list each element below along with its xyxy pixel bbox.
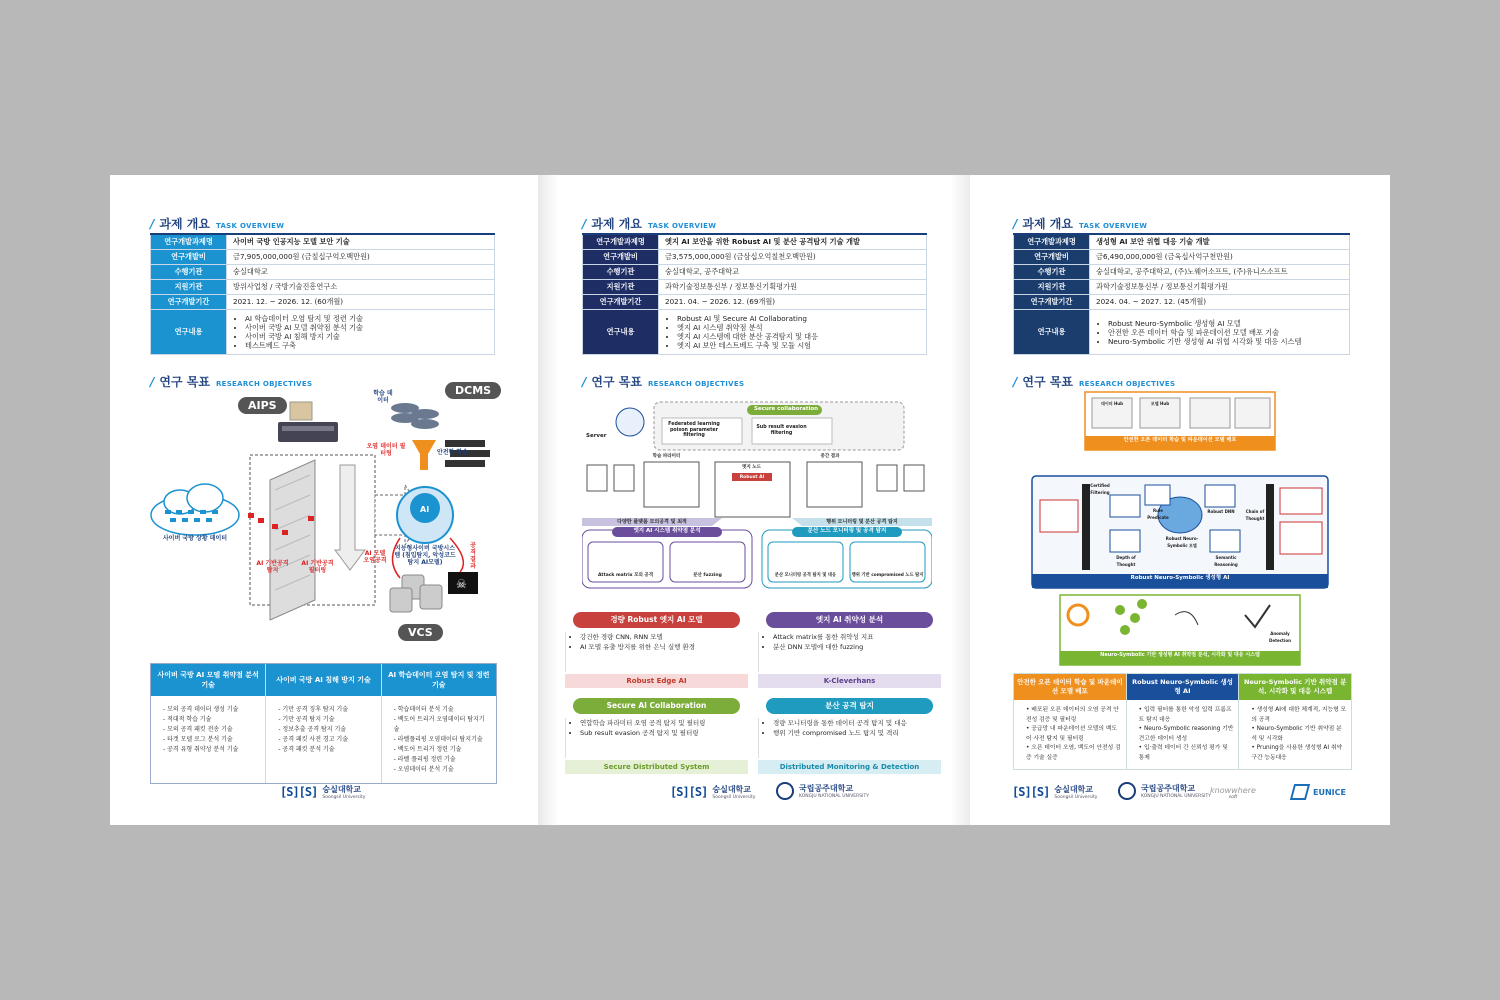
neuro-diagram-graphic bbox=[1030, 390, 1330, 670]
mid-result-caption: 중간 결과 bbox=[820, 454, 840, 459]
overview-table: 연구개발과제명 사이버 국방 인공지능 모델 보안 기술 연구개발비 금7,905,000,000원 (금칠십구억오백만원) 수행기관 숭실대학교 지원기관 방위사업청 / 국방기술진흥연구소 연구개발기간 2021. 12. ~ 2026. 12. (60개월) 연구내용 • AI 학습데이터 오염 탐지 및 정련 기술 • 사이버 국방 AI 모델 취약점 분석 기술 • 사이버 국방 AI 침해 방지 기술 • 테스트베드 구축 bbox=[150, 233, 495, 355]
page-right bbox=[970, 175, 1390, 825]
sub-filter-caption: Sub result evasion filtering bbox=[756, 425, 807, 436]
objective-col-3: Neuro-Symbolic 기반 취약점 분석, 시각화 및 대응 시스템 • 생성형 AI에 대한 체계적, 지능형 모의 공격 • Neuro-Symbolic 기반 취약점 분석 및 시각화 • Pruning을 사용한 생성형 AI 취약구간 능동대응 bbox=[1238, 673, 1352, 770]
bot-caption: Neuro-Symbolic 기반 생성형 AI 취약점 분석, 시각화 및 대응 시스템 bbox=[1100, 652, 1260, 658]
overview-heading: / 과제 개요 TASK OVERVIEW bbox=[1013, 217, 1148, 231]
objective-columns bbox=[150, 663, 497, 784]
overview-table: 연구개발과제명 엣지 AI 보안을 위한 Robust AI 및 분산 공격탐지 기술 개발 연구개발비 금3,575,000,000원 (금삼십오억칠천오백만원) 수행기관 숭실대학교, 공주대학교 지원기관 과학기술정보통신부 / 정보통신기획평가원 연구개발기간 2021. 04. ~ 2026. 12. (69개월) 연구내용 • Robust AI 및 Secure AI Collaborating • 엣지 AI 시스템 취약점 분석 • 엣지 AI 시스템에 대한 분산 공격탐지 및 대응 • 엣지 AI 보안 테스트베드 구축 및 모듈 시험 bbox=[582, 233, 927, 355]
aips-label: AIPS bbox=[238, 397, 287, 414]
card-dist-detect: 분산 공격 탐지 • 경량 모니터링을 통한 데이터 공격 탐지 및 대응 • 행위 기반 compromised 노드 탐지 및 격리 Distributed Monitoring & Detection bbox=[758, 698, 941, 774]
model-hub-caption: 모델 Hub bbox=[1150, 401, 1170, 406]
neuro-diagram bbox=[1030, 390, 1330, 670]
objective-columns bbox=[1013, 673, 1351, 770]
logo-knu: 국립공주대학교 KONGJU NATIONAL UNIVERSITY bbox=[776, 782, 869, 800]
diagram-graphic bbox=[150, 400, 500, 645]
depth-caption: Depth of Thought bbox=[1116, 555, 1136, 567]
logo-ssu: [S][S] 숭실대학교 Soongsil University bbox=[1012, 785, 1098, 800]
comp-caption: 행위 기반 compromised 노드 탐지 bbox=[851, 573, 924, 578]
vcs-label: VCS bbox=[398, 624, 443, 641]
objective-col-1: 안전한 오픈 데이터 학습 및 파운데이션 모델 배포 • 배포된 오픈 데이터의 오염 공격 안전성 검증 및 필터링 • 공급망 내 파운데이션 모델의 백도어 사전 탐지 및 필터링 • 오픈 데이터 오염, 백도어 안전성 검증 기술 실증 bbox=[1013, 673, 1127, 770]
logo-knowwhere: knowwhere soft bbox=[1210, 786, 1256, 800]
semantic-caption: Semantic Reasoning bbox=[1214, 555, 1238, 567]
cloud-caption: 사이버 국방 상황 데이터 bbox=[162, 535, 228, 542]
logo-eunice: EUNICE bbox=[1292, 784, 1346, 800]
robust-dnn-caption: Robust DNN bbox=[1207, 509, 1235, 514]
learn-param-caption: 학습 파라미터 bbox=[652, 454, 681, 459]
bar2-caption: 행위 모니터링 및 분산 공격 탐지 bbox=[826, 519, 898, 525]
robust-ai-caption: Robust AI bbox=[739, 475, 765, 480]
dist-mon-caption: 분산 모니터링 공격 탐지 및 대응 bbox=[774, 573, 837, 578]
objective-col-3: AI 학습데이터 오염 탐지 및 정련 기술 - 학습데이터 분석 기술 - 백도어 트리거 오염데이터 탐지기술 - 라벨플리핑 오염데이터 탐지기술 - 백도어 트리거 정련 기술 - 라벨 플리핑 정련 기술 - 오염데이터 분석 기술 bbox=[382, 664, 496, 783]
ssu-logo-icon: [S][S] bbox=[280, 785, 318, 799]
mid-caption: Robust Neuro-Symbolic 생성형 AI bbox=[1130, 575, 1230, 581]
safe-learn-caption: 안전한 학습 bbox=[436, 449, 469, 456]
cert-caption: Certified Filtering bbox=[1090, 483, 1110, 495]
card-k-cleverhans: 엣지 AI 취약성 분석 • Attack matrix를 통한 취약성 지표 • 분산 DNN 모델에 대한 fuzzing K-Cleverhans bbox=[758, 612, 941, 688]
attack-matrix-caption: Attack matrix 모의 공격 bbox=[597, 573, 654, 578]
objectives-heading: / 연구 목표 RESEARCH OBJECTIVES bbox=[1013, 375, 1176, 389]
fl-filter-caption: Federated learning poison parameter filtering bbox=[668, 422, 720, 438]
content-list: • Robust AI 및 Secure AI Collaborating • 엣지 AI 시스템 취약점 분석 • 엣지 AI 시스템에 대한 분산 공격탐지 및 대응 • 엣지 AI 보안 테스트베드 구축 및 모듈 시험 bbox=[665, 314, 920, 350]
overview-table: 연구개발과제명 생성형 AI 보안 위협 대응 기술 개발 연구개발비 금6,490,000,000원 (금육십사억구천만원) 수행기관 숭실대학교, 공주대학교, (주)노웨어소프트, (주)유니스소프트 지원기관 과학기술정보통신부 / 정보통신기획평가원 연구개발기간 2024. 04. ~ 2027. 12. (45개월) 연구내용 • Robust Neuro-Symbolic 생성형 AI 모델 • 안전한 오픈 데이터 학습 및 파운데이션 모델 배포 기술 • Neuro-Symbolic 기반 생성형 AI 위협 시각화 및 대응 시스템 bbox=[1013, 233, 1350, 355]
filter-caption: 오염 데이터 필터링 bbox=[366, 443, 406, 457]
dist-caption: 분산 노드 모니터링 및 공격 탐지 bbox=[807, 528, 887, 534]
center-caption: Robust Neuro-Symbolic 모델 bbox=[1165, 536, 1199, 548]
objective-col-2: Robust Neuro-Symbolic 생성형 AI • 입력 필터를 통한 악성 입력 프롬프트 탐지 대응 • Neuro-Symbolic reasoning 기반 견고한 데이터 생성 • 입·출력 데이터 간 신뢰성 평가 및 통제 bbox=[1126, 673, 1240, 770]
svg-text:☠: ☠ bbox=[456, 577, 467, 591]
fuzz-caption: 분산 fuzzing bbox=[693, 573, 722, 578]
chain-caption: Chain of Thought bbox=[1245, 509, 1265, 521]
edge-node-caption: 엣지 노드 bbox=[742, 465, 761, 470]
detect-caption-1: AI 기반공격 탐지 bbox=[256, 560, 289, 574]
logo-ssu: [S][S] 숭실대학교 Soongsil University bbox=[670, 785, 756, 800]
logo-knu: 국립공주대학교 KONGJU NATIONAL UNIVERSITY bbox=[1118, 782, 1211, 800]
top-caption: 안전한 오픈 데이터 학습 및 파운데이션 모델 배포 bbox=[1123, 437, 1237, 443]
page-left bbox=[110, 175, 538, 825]
ssu-logo-icon: [S][S] bbox=[670, 785, 708, 799]
center-caption: 지능형사이버 국방시스템 (침입탐지, 악성코드 탐지 AI모델) bbox=[394, 545, 456, 566]
logo-ssu: [S][S] 숭실대학교 Soongsil University bbox=[280, 785, 366, 800]
knu-seal-icon bbox=[776, 782, 794, 800]
overview-heading: / 과제 개요 TASK OVERVIEW bbox=[150, 217, 285, 231]
defense-diagram bbox=[150, 384, 500, 645]
dcms-label: DCMS bbox=[445, 382, 501, 399]
learn-data-caption: 학습 데이터 bbox=[373, 390, 393, 404]
ai-model-caption: AI 모델 오염공격 bbox=[363, 550, 387, 564]
svg-text:AI: AI bbox=[420, 505, 430, 514]
data-hub-caption: 데이터 Hub bbox=[1100, 401, 1124, 406]
detect-caption-2: AI 기반공격 필터링 bbox=[301, 560, 334, 574]
eunice-logo-icon bbox=[1290, 784, 1310, 800]
content-list: • Robust Neuro-Symbolic 생성형 AI 모델 • 안전한 오픈 데이터 학습 및 파운데이션 모델 배포 기술 • Neuro-Symbolic 기반 생성형 AI 위협 시각화 및 대응 시스템 bbox=[1096, 319, 1343, 346]
objective-col-1: 사이버 국방 AI 모델 취약점 분석 기술 - 모의 공격 데이터 생성 기술 - 적대적 학습 기술 - 모의 공격 패킷 전송 기술 - 타겟 모델 로그 분석 기술 - 공격 유형 취약성 분석 기술 bbox=[151, 664, 266, 783]
overview-heading: / 과제 개요 TASK OVERVIEW bbox=[582, 217, 717, 231]
rule-caption: Rule Predicate bbox=[1147, 508, 1169, 520]
card-robust-edge: 경량 Robust 엣지 AI 모델 • 강건한 경량 CNN, RNN 모델 • AI 모델 유출 방지를 위한 은닉 실행 환경 Robust Edge AI bbox=[565, 612, 748, 688]
card-secure-collab: Secure AI Collaboration • 연합학습 파라미터 오염 공격 탐지 및 필터링 • Sub result evasion 공격 탐지 및 필터링 Secure Distributed System bbox=[565, 698, 748, 774]
content-list: • AI 학습데이터 오염 탐지 및 정련 기술 • 사이버 국방 AI 모델 취약점 분석 기술 • 사이버 국방 AI 침해 방지 기술 • 테스트베드 구축 bbox=[233, 314, 488, 350]
objectives-heading: / 연구 목표 RESEARCH OBJECTIVES bbox=[582, 375, 745, 389]
attack-result-caption: 공격 결과 bbox=[470, 542, 476, 570]
secure-collab-caption: Secure collaboration bbox=[753, 406, 819, 412]
bar1-caption: 다양한 플랫폼 모의공격 및 최적 bbox=[617, 519, 687, 525]
knu-seal-icon bbox=[1118, 782, 1136, 800]
edge-diagram bbox=[582, 400, 932, 590]
anomaly-caption: Anomaly Detection bbox=[1269, 631, 1291, 643]
ssu-logo-icon: [S][S] bbox=[1012, 785, 1050, 799]
vuln-caption: 엣지 AI 시스템 취약점 분석 bbox=[633, 528, 701, 534]
server-caption: Server bbox=[586, 433, 607, 439]
objective-col-2: 사이버 국방 AI 침해 방지 기술 - 기만 공격 징후 탐지 기술 - 기만 공격 탐지 기술 - 정보추출 공격 탐지 기술 - 공격 패킷 사전 경고 기술 - 공격 패킷 분석 기술 bbox=[266, 664, 381, 783]
objectives-heading: / 연구 목표 RESEARCH OBJECTIVES bbox=[150, 375, 313, 389]
page-middle bbox=[538, 175, 970, 825]
